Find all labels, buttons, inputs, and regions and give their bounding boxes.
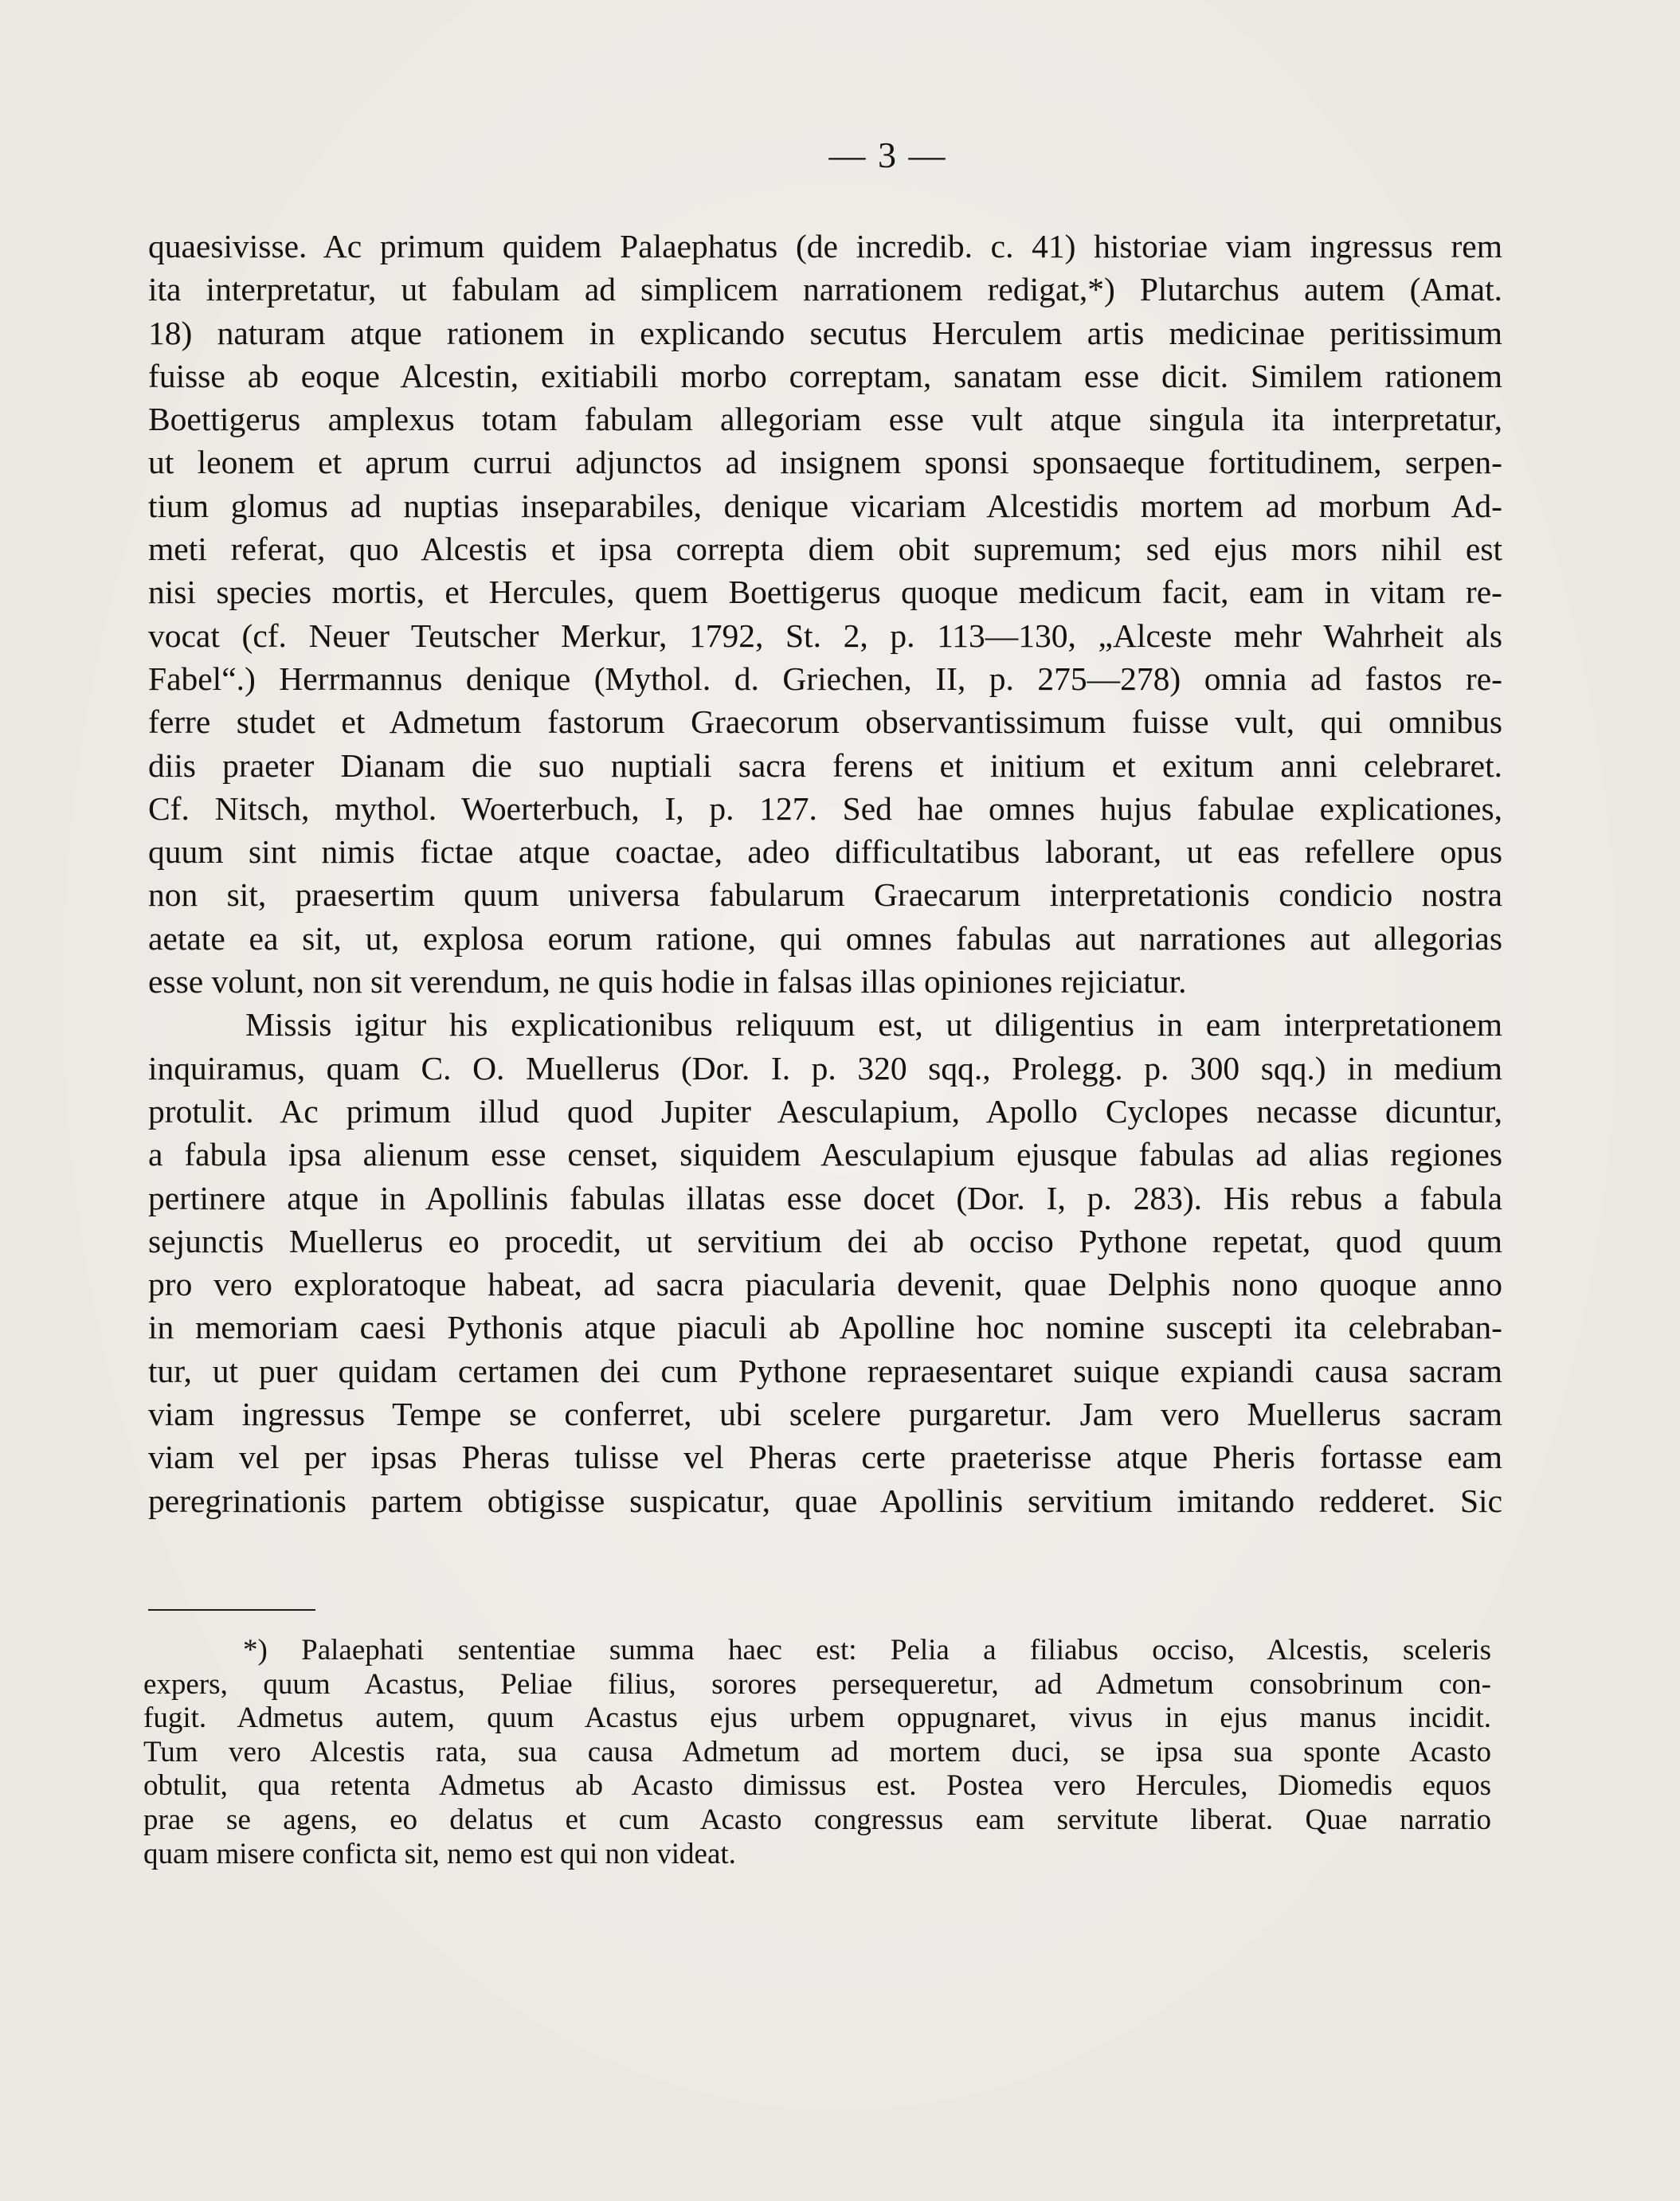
body-line: in memoriam caesi Pythonis atque piaculi ab Apolline hoc nomine suscepti ita celebraban- — [148, 1309, 1502, 1346]
body-line: peregrinationis partem obtigisse suspicatur, quae Apollinis servitium imitando redderet. Sic — [148, 1482, 1502, 1519]
page-number: — 3 — — [828, 135, 947, 175]
main-text-block — [148, 225, 1502, 1522]
body-line: quum sint nimis fictae atque coactae, adeo difficultatibus laborant, ut eas refellere opus — [148, 833, 1502, 871]
body-line: inquiramus, quam C. O. Muellerus (Dor. I. p. 320 sqq., Prolegg. p. 300 sqq.) in medium — [148, 1049, 1502, 1087]
body-line: esse volunt, non sit verendum, ne quis hodie in falsas illas opiniones rejiciatur. — [148, 963, 1187, 1001]
body-line: non sit, praesertim quum universa fabularum Graecarum interpretationis condicio nostra — [148, 876, 1502, 914]
body-line: a fabula ipsa alienum esse censet, siquidem Aesculapium ejusque fabulas ad alias regiones — [148, 1136, 1502, 1173]
footnote-line: *) Palaephati sententiae summa haec est: Pelia a filiabus occiso, Alcestis, sceleris — [243, 1634, 1491, 1666]
body-line: tur, ut puer quidam certamen dei cum Pythone repraesentaret suique expiandi causa sacram — [148, 1352, 1502, 1389]
body-line: Fabel“.) Herrmannus denique (Mythol. d. Griechen, II, p. 275—278) omnia ad fastos re- — [148, 660, 1502, 697]
footnote-line: Tum vero Alcestis rata, sua causa Admetum ad mortem duci, se ipsa sua sponte Acasto — [143, 1735, 1491, 1768]
body-line: tium glomus ad nuptias inseparabiles, denique vicariam Alcestidis mortem ad morbum Ad- — [148, 487, 1502, 524]
body-line: viam ingressus Tempe se conferret, ubi scelere purgaretur. Jam vero Muellerus sacram — [148, 1396, 1502, 1433]
footnote-line: expers, quum Acastus, Peliae filius, sorores persequeretur, ad Admetum consobrinum con- — [143, 1667, 1491, 1701]
footnote-line: quam misere conficta sit, nemo est qui non videat. — [143, 1837, 736, 1870]
body-line: ut leonem et aprum currui adjunctos ad insignem sponsi sponsaeque fortitudinem, serpen- — [148, 444, 1502, 481]
body-line: Cf. Nitsch, mythol. Woerterbuch, I, p. 127. Sed hae omnes hujus fabulae explicationes, — [148, 789, 1502, 827]
body-line: viam vel per ipsas Pheras tulisse vel Pheras certe praeterisse atque Pheris fortasse eam — [148, 1439, 1502, 1476]
body-line: 18) naturam atque rationem in explicando secutus Herculem artis medicinae peritissimum — [148, 314, 1502, 351]
body-line: sejunctis Muellerus eo procedit, ut servitium dei ab occiso Pythone repetat, quod quum — [148, 1222, 1502, 1259]
body-line: ita interpretatur, ut fabulam ad simplicem narrationem redigat,*) Plutarchus autem (Amat. — [148, 271, 1502, 308]
footnote-block — [143, 1634, 1491, 1871]
body-line: protulit. Ac primum illud quod Jupiter Aesculapium, Apollo Cyclopes necasse dicuntur, — [148, 1092, 1502, 1130]
body-line: fuisse ab eoque Alcestin, exitiabili morbo correptam, sanatam esse dicit. Similem rationem — [148, 357, 1502, 394]
body-line: quaesivisse. Ac primum quidem Palaephatus (de incredib. c. 41) historiae viam ingressus rem — [148, 228, 1502, 264]
body-line: nisi species mortis, et Hercules, quem Boettigerus quoque medicum facit, eam in vitam re- — [148, 574, 1502, 611]
footnote-rule — [148, 1609, 315, 1611]
body-line: Boettigerus amplexus totam fabulam allegoriam esse vult atque singula ita interpretatur, — [148, 401, 1502, 438]
footnote-line: obtulit, qua retenta Admetus ab Acasto dimissus est. Postea vero Hercules, Diomedis equos — [143, 1769, 1491, 1803]
body-line: pertinere atque in Apollinis fabulas illatas esse docet (Dor. I, p. 283). His rebus a fabula — [148, 1179, 1502, 1216]
footnote-line: fugit. Admetus autem, quum Acastus ejus urbem oppugnaret, vivus in ejus manus incidit. — [143, 1702, 1491, 1735]
body-line: meti referat, quo Alcestis et ipsa correpta diem obit supremum; sed ejus mors nihil est — [148, 531, 1502, 568]
body-line: pro vero exploratoque habeat, ad sacra piacularia devenit, quae Delphis nono quoque anno — [148, 1266, 1502, 1303]
body-line: aetate ea sit, ut, explosa eorum ratione, qui omnes fabulas aut narrationes aut allegorias — [148, 919, 1502, 957]
body-line: diis praeter Dianam die suo nuptiali sacra ferens et initium et exitum anni celebraret. — [148, 746, 1502, 784]
footnote-line: prae se agens, eo delatus et cum Acasto congressus eam servitute liberat. Quae narratio — [143, 1803, 1491, 1836]
body-line: vocat (cf. Neuer Teutscher Merkur, 1792, St. 2, p. 113—130, „Alceste mehr Wahrheit als — [148, 617, 1502, 654]
body-line: ferre studet et Admetum fastorum Graecorum observantissimum fuisse vult, qui omnibus — [148, 703, 1502, 741]
body-line: Missis igitur his explicationibus reliquum est, ut diligentius in eam interpretationem — [245, 1006, 1502, 1044]
